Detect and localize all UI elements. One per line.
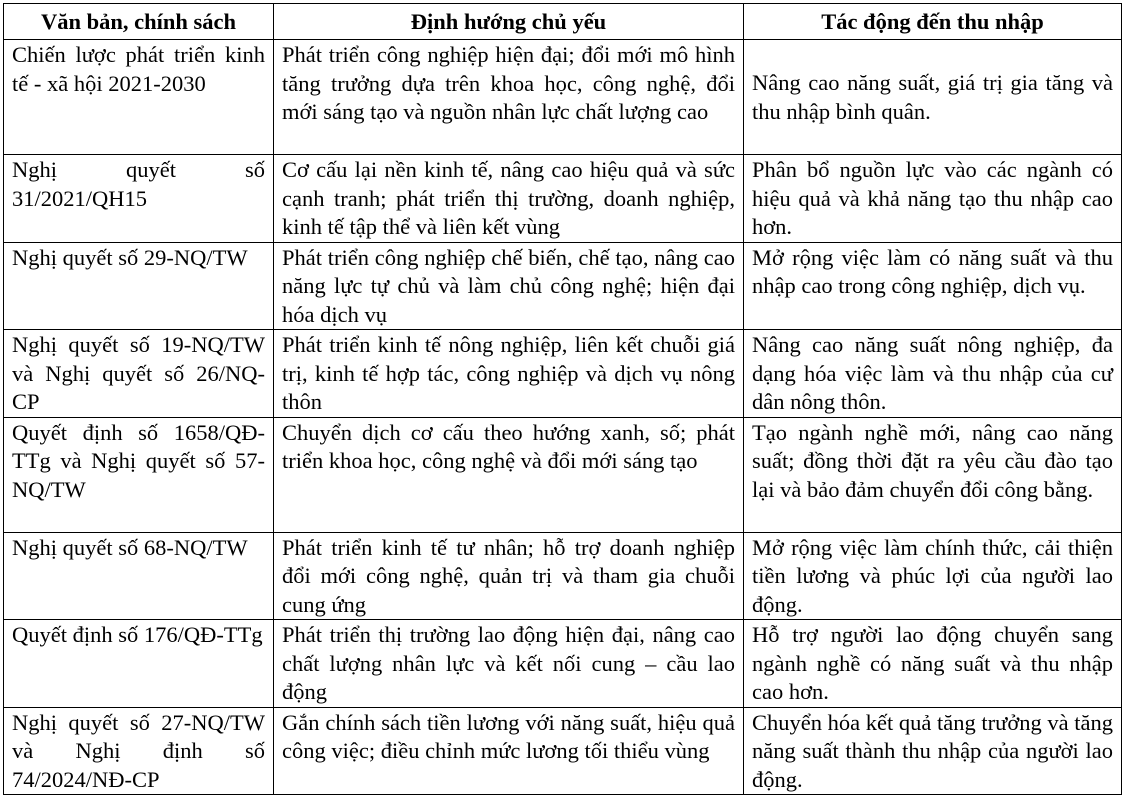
header-orientation: Định hướng chủ yếu — [274, 4, 744, 40]
table-row — [4, 330, 1122, 418]
cell-document: Chiến lược phát triển kinh tế - xã hội 2021-2030 — [4, 40, 274, 155]
table-header — [4, 4, 1122, 40]
cell-orientation: Chuyển dịch cơ cấu theo hướng xanh, số; phát triển khoa học, công nghệ và đổi mới sáng tạo — [274, 417, 744, 532]
cell-document: Quyết định số 176/QĐ-TTg — [4, 620, 274, 708]
table-row — [4, 707, 1122, 795]
cell-impact: Mở rộng việc làm chính thức, cải thiện tiền lương và phúc lợi của người lao động. — [744, 532, 1122, 620]
cell-impact: Tạo ngành nghề mới, nâng cao năng suất; đồng thời đặt ra yêu cầu đào tạo lại và bảo đảm chuyển đổi công bằng. — [744, 417, 1122, 532]
table-row — [4, 620, 1122, 708]
table-row — [4, 242, 1122, 330]
cell-document: Quyết định số 1658/QĐ-TTg và Nghị quyết số 57-NQ/TW — [4, 417, 274, 532]
cell-impact: Nâng cao năng suất, giá trị gia tăng và thu nhập bình quân. — [744, 40, 1122, 155]
header-impact: Tác động đến thu nhập — [744, 4, 1122, 40]
cell-document: Nghị quyết số 68-NQ/TW — [4, 532, 274, 620]
cell-document: Nghị quyết số 27-NQ/TW và Nghị định số 74/2024/NĐ-CP — [4, 707, 274, 795]
cell-orientation: Gắn chính sách tiền lương với năng suất, hiệu quả công việc; điều chỉnh mức lương tối thiểu vùng — [274, 707, 744, 795]
cell-impact: Mở rộng việc làm có năng suất và thu nhập cao trong công nghiệp, dịch vụ. — [744, 242, 1122, 330]
policy-table — [3, 3, 1122, 795]
header-document: Văn bản, chính sách — [4, 4, 274, 40]
table-body — [4, 40, 1122, 795]
cell-orientation: Cơ cấu lại nền kinh tế, nâng cao hiệu quả và sức cạnh tranh; phát triển thị trường, doanh nghiệp, kinh tế tập thể và liên kết vùng — [274, 155, 744, 243]
table-row — [4, 155, 1122, 243]
table-row — [4, 417, 1122, 532]
cell-document: Nghị quyết số 29-NQ/TW — [4, 242, 274, 330]
table-row — [4, 40, 1122, 155]
cell-orientation: Phát triển kinh tế nông nghiệp, liên kết chuỗi giá trị, kinh tế hợp tác, công nghiệp và dịch vụ nông thôn — [274, 330, 744, 418]
cell-orientation: Phát triển kinh tế tư nhân; hỗ trợ doanh nghiệp đổi mới công nghệ, quản trị và tham gia chuỗi cung ứng — [274, 532, 744, 620]
cell-impact: Nâng cao năng suất nông nghiệp, đa dạng hóa việc làm và thu nhập của cư dân nông thôn. — [744, 330, 1122, 418]
cell-impact: Hỗ trợ người lao động chuyển sang ngành nghề có năng suất và thu nhập cao hơn. — [744, 620, 1122, 708]
cell-orientation: Phát triển công nghiệp chế biến, chế tạo, nâng cao năng lực tự chủ và làm chủ công nghệ; hiện đại hóa dịch vụ — [274, 242, 744, 330]
cell-impact: Chuyển hóa kết quả tăng trưởng và tăng năng suất thành thu nhập của người lao động. — [744, 707, 1122, 795]
cell-impact: Phân bổ nguồn lực vào các ngành có hiệu quả và khả năng tạo thu nhập cao hơn. — [744, 155, 1122, 243]
cell-orientation: Phát triển thị trường lao động hiện đại, nâng cao chất lượng nhân lực và kết nối cung – cầu lao động — [274, 620, 744, 708]
table-row — [4, 532, 1122, 620]
header-row — [4, 4, 1122, 40]
cell-document: Nghị quyết số 31/2021/QH15 — [4, 155, 274, 243]
cell-orientation: Phát triển công nghiệp hiện đại; đổi mới mô hình tăng trưởng dựa trên khoa học, công nghệ, đổi mới sáng tạo và nguồn nhân lực chất lượng cao — [274, 40, 744, 155]
cell-document: Nghị quyết số 19-NQ/TW và Nghị quyết số 26/NQ-CP — [4, 330, 274, 418]
